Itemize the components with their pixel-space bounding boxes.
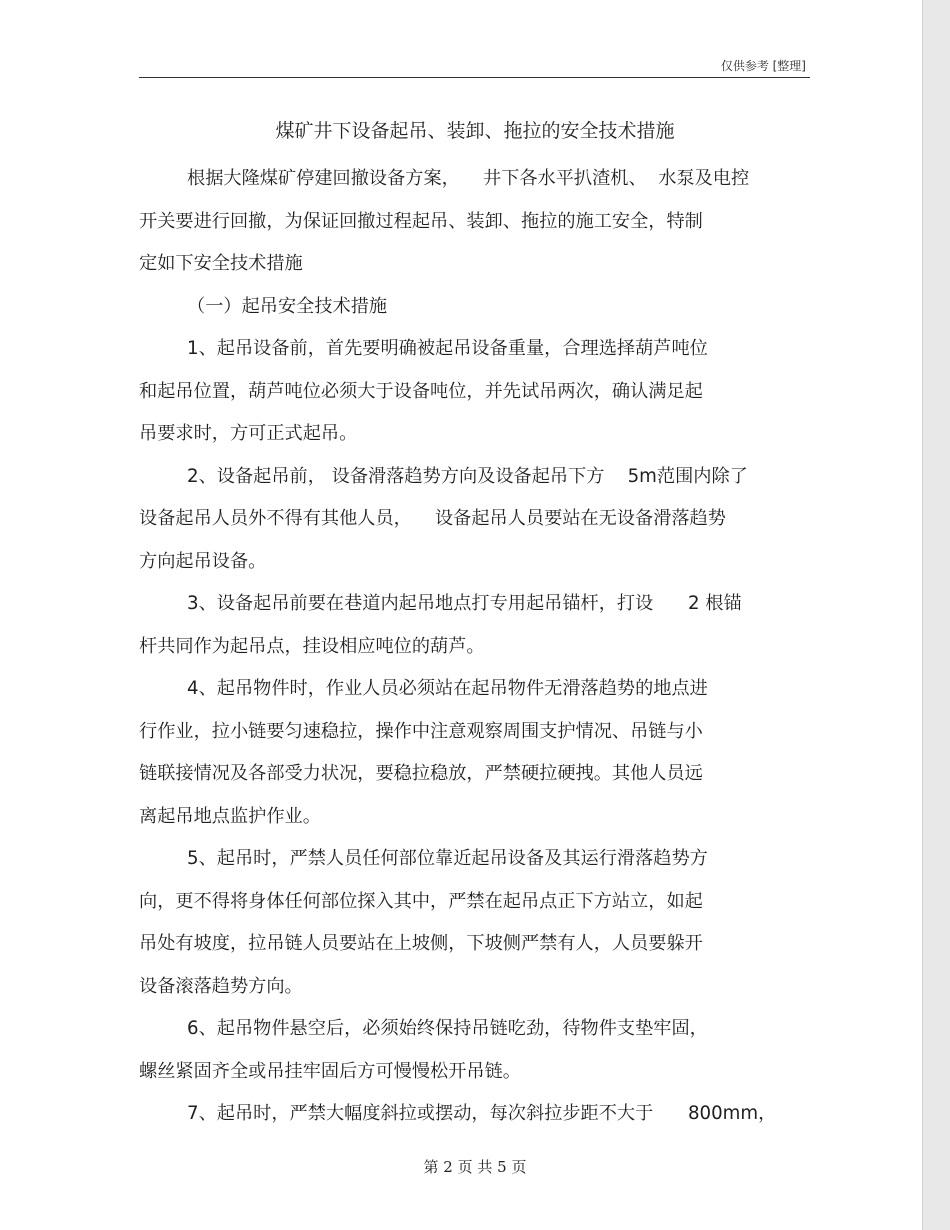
document-body — [139, 158, 819, 1136]
text-line: 5、起吊时，严禁人员任何部位靠近起吊设备及其运行滑落趋势方 — [187, 848, 708, 869]
text-line: 2、设备起吊前， 设备滑落趋势方向及设备起吊下方 5m范围内除了 — [187, 465, 748, 487]
text-line: 杆共同作为起吊点，挂设相应吨位的葫芦。 — [139, 635, 485, 657]
text-line: 定如下安全技术措施 — [139, 253, 303, 274]
text-line: 7、起吊时，严禁大幅度斜拉或摆动，每次斜拉步距不大于 800mm， — [187, 1103, 777, 1124]
text-line: 4、起吊物件时，作业人员必须站在起吊物件无滑落趋势的地点进 — [187, 678, 708, 699]
page-number: 第 2 页 共 5 页 — [423, 1158, 527, 1176]
header-note: 仅供参考 [整理] — [720, 59, 806, 73]
text-line: 向，更不得将身体任何部位探入其中，严禁在起吊点正下方站立，如起 — [139, 890, 703, 912]
text-line: 6、起吊物件悬空后，必须始终保持吊链吃劲，待物件支垫牢固， — [187, 1018, 708, 1039]
text-line: 和起吊位置，葫芦吨位必须大于设备吨位，并先试吊两次，确认满足起 — [139, 380, 703, 402]
text-line: （一）起吊安全技术措施 — [187, 295, 388, 317]
text-line: 螺丝紧固齐全或吊挂牢固后方可慢慢松开吊链。 — [139, 1060, 521, 1082]
text-line: 方向起吊设备。 — [139, 550, 267, 572]
text-line: 根据大隆煤矿停建回撤设备方案， 井下各水平扒渣机、 水泵及电控 — [187, 168, 750, 189]
header-divider — [139, 77, 810, 78]
text-line: 链联接情况及各部受力状况，要稳拉稳放，严禁硬拉硬拽。其他人员远 — [139, 763, 703, 784]
text-line: 3、设备起吊前要在巷道内起吊地点打专用起吊锚杆，打设 2 根锚 — [187, 593, 742, 614]
text-line: 吊处有坡度，拉吊链人员要站在上坡侧，下坡侧严禁有人，人员要躲开 — [139, 933, 703, 954]
text-line: 开关要进行回撤，为保证回撤过程起吊、装卸、拖拉的施工安全，特制 — [139, 210, 703, 232]
text-line: 行作业，拉小链要匀速稳拉，操作中注意观察周围支护情况、吊链与小 — [139, 720, 703, 742]
text-line: 吊要求时，方可正式起吊。 — [139, 423, 358, 444]
text-line: 离起吊地点监护作业。 — [139, 805, 321, 827]
document-title: 煤矿井下设备起吊、装卸、拖拉的安全技术措施 — [275, 120, 675, 142]
text-line: 1、起吊设备前，首先要明确被起吊设备重量，合理选择葫芦吨位 — [187, 338, 708, 359]
text-line: 设备起吊人员外不得有其他人员， 设备起吊人员要站在无设备滑落趋势 — [139, 508, 726, 529]
text-line: 设备滚落趋势方向。 — [139, 975, 303, 997]
